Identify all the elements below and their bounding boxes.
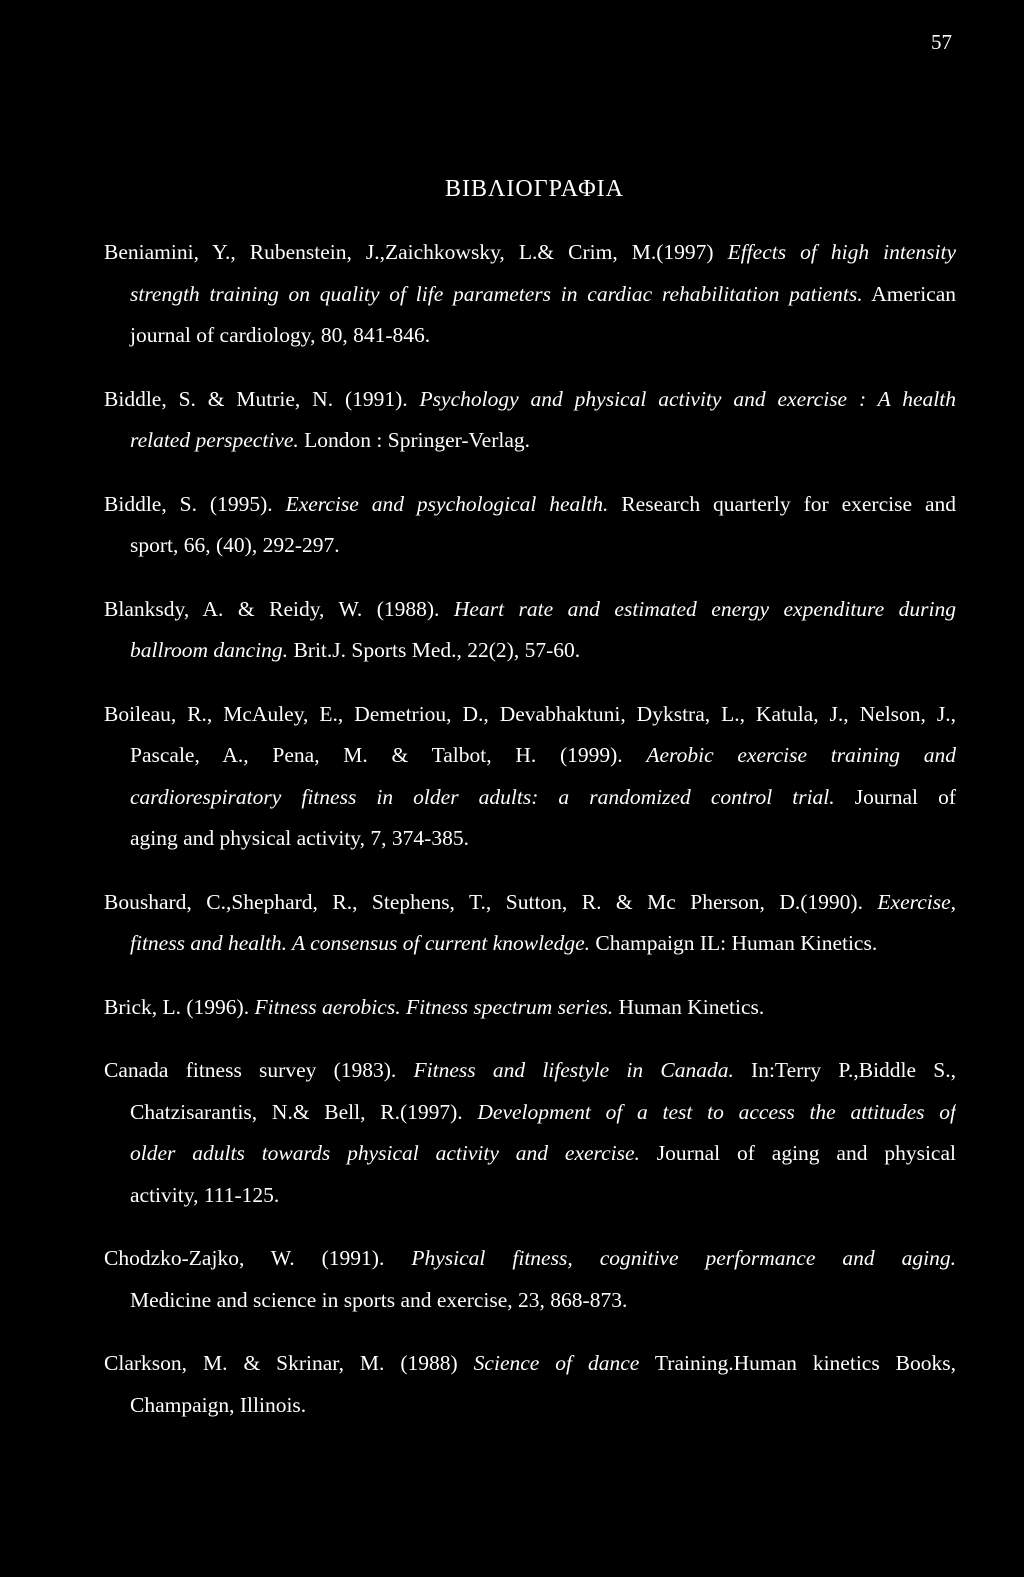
reference-text: Beniamini, Y., Rubenstein, J.,Zaichkowsky, L.& Crim, M.(1997) — [104, 240, 728, 264]
reference-entry — [104, 882, 956, 965]
reference-text: Biddle, S. (1995). — [104, 491, 286, 516]
reference-text: Chodzko-Zajko, W. (1991). — [104, 1246, 412, 1270]
reference-entry — [104, 694, 956, 860]
reference-entry — [104, 379, 956, 462]
reference-line — [104, 923, 956, 965]
reference-title-text: Effects of high intensity — [727, 240, 956, 264]
reference-text: Training.Human kinetics Books, — [639, 1351, 956, 1375]
reference-line — [104, 589, 956, 631]
reference-text: In:Terry P.,Biddle S., — [733, 1058, 956, 1082]
reference-line — [104, 232, 956, 274]
reference-entry — [104, 589, 956, 672]
reference-title-text: Psychology and physical activity and exercise : A health — [419, 386, 956, 411]
reference-text: Champaign, Illinois. — [130, 1392, 307, 1417]
reference-line — [104, 1133, 956, 1175]
reference-line — [104, 735, 956, 777]
reference-text: Brick, L. (1996). — [104, 994, 255, 1019]
reference-line — [104, 1238, 956, 1280]
reference-text: journal of cardiology, 80, 841-846. — [130, 323, 431, 347]
reference-title-text: Aerobic exercise training and — [646, 743, 956, 767]
reference-title-text: ballroom dancing. — [130, 638, 289, 662]
reference-title-text: Heart rate and estimated energy expenditure during — [453, 596, 956, 621]
reference-text: Canada fitness survey (1983). — [104, 1058, 414, 1082]
reference-text: American — [862, 281, 956, 306]
reference-title-text: strength training on quality of life parameters in cardiac rehabilitation patients. — [130, 281, 863, 306]
reference-text: Chatzisarantis, N.& Bell, R.(1997). — [130, 1099, 478, 1124]
reference-line — [104, 525, 956, 567]
reference-text: Blanksdy, A. & Reidy, W. (1988). — [104, 596, 454, 621]
reference-line — [104, 1175, 956, 1217]
reference-title-text: Fitness and lifestyle in Canada. — [413, 1058, 734, 1082]
reference-line — [104, 1385, 956, 1427]
reference-line — [104, 1343, 956, 1385]
reference-text: Journal of — [834, 784, 956, 809]
reference-text: London : Springer-Verlag. — [298, 428, 530, 452]
reference-text: Boushard, C.,Shephard, R., Stephens, T., Sutton, R. & Mc Pherson, D.(1990). — [104, 889, 878, 914]
reference-entry — [104, 1050, 956, 1216]
reference-text: Boileau, R., McAuley, E., Demetriou, D., Devabhaktuni, Dykstra, L., Katula, J., Nelson, J., — [104, 701, 956, 726]
reference-line — [104, 1050, 956, 1092]
reference-line — [104, 379, 956, 421]
reference-text: Research quarterly for exercise and — [608, 491, 956, 516]
reference-text: Biddle, S. & Mutrie, N. (1991). — [104, 386, 420, 411]
reference-text: Champaign IL: Human Kinetics. — [590, 931, 878, 955]
reference-title-text: Development of a test to access the attitudes of — [477, 1099, 956, 1124]
reference-line — [104, 274, 956, 316]
reference-text: Clarkson, M. & Skrinar, M. (1988) — [104, 1351, 474, 1375]
reference-text: Medicine and science in sports and exercise, 23, 868-873. — [130, 1287, 628, 1312]
page-number: 57 — [931, 30, 952, 54]
reference-title-text: Fitness aerobics. Fitness spectrum series. — [254, 994, 614, 1019]
reference-line — [104, 315, 956, 357]
reference-list — [104, 232, 956, 1448]
reference-entry — [104, 232, 956, 357]
reference-line — [104, 630, 956, 672]
reference-line — [104, 1092, 956, 1134]
reference-text: Pascale, A., Pena, M. & Talbot, H. (1999). — [130, 743, 647, 767]
bibliography-heading: ΒΙΒΛΙΟΓΡΑΦΙΑ — [445, 176, 624, 202]
reference-entry — [104, 987, 956, 1029]
reference-title-text: Physical fitness, cognitive performance and aging. — [411, 1246, 956, 1270]
reference-line — [104, 987, 956, 1029]
reference-line — [104, 484, 956, 526]
reference-title-text: Exercise, — [877, 889, 956, 914]
reference-text: Brit.J. Sports Med., 22(2), 57-60. — [288, 638, 581, 662]
reference-entry — [104, 1343, 956, 1426]
reference-text: aging and physical activity, 7, 374-385. — [130, 826, 469, 850]
reference-title-text: related perspective. — [130, 428, 299, 452]
reference-title-text: fitness and health. A consensus of current knowledge. — [130, 931, 591, 955]
reference-title-text: older adults towards physical activity and exercise. — [130, 1141, 640, 1165]
reference-line — [104, 420, 956, 462]
reference-title-text: Exercise and psychological health. — [285, 491, 609, 516]
reference-line — [104, 1280, 956, 1322]
reference-entry — [104, 484, 956, 567]
reference-line — [104, 882, 956, 924]
reference-text: Journal of aging and physical — [639, 1141, 956, 1165]
reference-text: sport, 66, (40), 292-297. — [130, 533, 340, 557]
reference-line — [104, 777, 956, 819]
reference-line — [104, 694, 956, 736]
reference-text: activity, 111-125. — [130, 1182, 280, 1207]
reference-title-text: Science of dance — [473, 1351, 640, 1375]
reference-text: Human Kinetics. — [613, 994, 765, 1019]
reference-line — [104, 818, 956, 860]
reference-entry — [104, 1238, 956, 1321]
reference-title-text: cardiorespiratory fitness in older adults: a randomized control trial. — [130, 784, 835, 809]
